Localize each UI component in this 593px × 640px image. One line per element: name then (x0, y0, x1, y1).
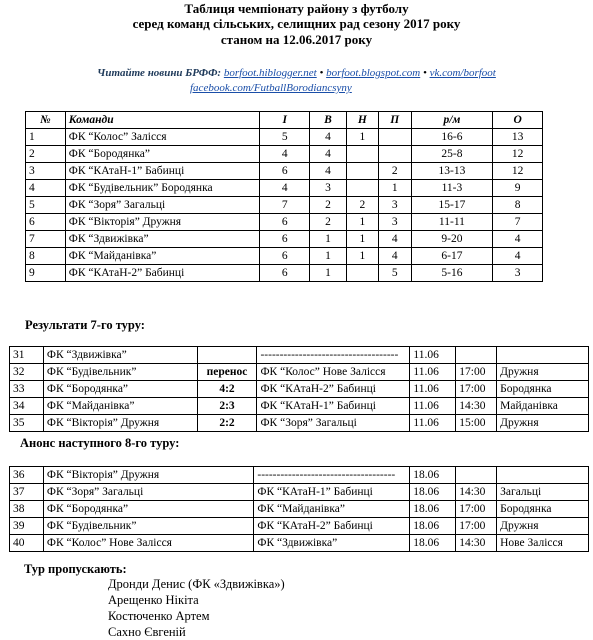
standings-cell: 3 (310, 180, 347, 197)
page-title-line-1: Таблиця чемпіонату району з футболу (184, 1, 409, 16)
round7-cell: 11.06 (410, 381, 456, 398)
standings-cell: 2 (26, 146, 66, 163)
standings-cell: 4 (260, 180, 310, 197)
standings-cell (346, 180, 378, 197)
round8-cell: ФК “Майданівка” (254, 501, 410, 518)
standings-row (26, 129, 543, 146)
standings-cell: 1 (310, 248, 347, 265)
round7-cell: Майданівка (497, 398, 589, 415)
standings-cell: 9 (493, 180, 543, 197)
round8-cell: 39 (10, 518, 44, 535)
standings-row (26, 248, 543, 265)
round7-cell: ФК “КАтаН-1” Бабинці (257, 398, 410, 415)
round7-cell: 11.06 (410, 347, 456, 364)
standings-cell: 1 (346, 248, 378, 265)
round8-row (10, 484, 589, 501)
round8-table (9, 466, 589, 552)
news-link-blogspot[interactable]: borfoot.blogspot.com (326, 67, 421, 79)
round8-cell: 18.06 (410, 518, 456, 535)
standings-cell: 4 (493, 231, 543, 248)
standings-cell: 16-6 (411, 129, 493, 146)
standings-cell: 2 (378, 163, 411, 180)
round8-cell: ФК “Зоря” Загальці (43, 484, 253, 501)
round8-cell: Загальці (497, 484, 589, 501)
round7-cell (497, 347, 589, 364)
standings-row (26, 197, 543, 214)
round8-row (10, 518, 589, 535)
round8-cell: ФК “Вікторія” Дружня (43, 467, 253, 484)
round8-row (10, 535, 589, 552)
round8-cell: ФК “Колос” Нове Залісся (43, 535, 253, 552)
standings-cell: 4 (493, 248, 543, 265)
round8-cell: 18.06 (410, 484, 456, 501)
standings-cell: 11-11 (411, 214, 493, 231)
standings-cell: 1 (378, 180, 411, 197)
standings-cell: 6 (26, 214, 66, 231)
round8-cell: 17:00 (456, 501, 497, 518)
news-lead: Читайте новини БРФФ: (97, 67, 222, 79)
round7-table (9, 346, 589, 432)
standings-cell: 5 (378, 265, 411, 282)
standings-cell: 6 (260, 231, 310, 248)
standings-header-cell: Н (346, 112, 378, 129)
round7-cell (197, 347, 257, 364)
standings-cell: 3 (26, 163, 66, 180)
standings-cell: 9 (26, 265, 66, 282)
standings-cell: 8 (493, 197, 543, 214)
round8-cell: 38 (10, 501, 44, 518)
standings-cell: 6 (260, 163, 310, 180)
round7-cell: 15:00 (456, 415, 497, 432)
standings-cell: 2 (310, 197, 347, 214)
standings-row (26, 214, 543, 231)
round7-cell: Дружня (497, 415, 589, 432)
standings-cell (346, 265, 378, 282)
round7-row (10, 415, 589, 432)
round8-title: Анонс наступного 8-го туру: (20, 436, 180, 450)
standings-header-row (26, 112, 543, 129)
standings-cell: 1 (310, 265, 347, 282)
round7-cell: 17:00 (456, 381, 497, 398)
round8-cell: Дружня (497, 518, 589, 535)
news-separator: • (420, 67, 430, 79)
standings-cell: 1 (346, 129, 378, 146)
round7-row (10, 364, 589, 381)
round8-cell: 18.06 (410, 501, 456, 518)
skip-player: Арещенко Нікіта (108, 593, 199, 607)
news-link-facebook[interactable]: facebook.com/FutballBorodiancsyny (190, 82, 352, 94)
skip-title: Тур пропускають: (24, 562, 127, 576)
standings-cell: ФК “КАтаН-1” Бабинці (65, 163, 260, 180)
standings-cell (378, 146, 411, 163)
round8-row (10, 501, 589, 518)
round7-cell: 2:2 (197, 415, 257, 432)
round7-cell: 11.06 (410, 364, 456, 381)
round7-cell: ФК “КАтаН-2” Бабинці (257, 381, 410, 398)
round7-cell: 11.06 (410, 398, 456, 415)
round7-row (10, 347, 589, 364)
standings-cell: 25-8 (411, 146, 493, 163)
round8-cell: 18.06 (410, 535, 456, 552)
standings-cell: 4 (260, 146, 310, 163)
skip-list (108, 576, 285, 640)
round8-cell: 17:00 (456, 518, 497, 535)
standings-cell: 3 (378, 197, 411, 214)
standings-cell: 4 (310, 163, 347, 180)
standings-cell: 5 (26, 197, 66, 214)
standings-cell: 3 (378, 214, 411, 231)
standings-cell: 6-17 (411, 248, 493, 265)
standings-cell: 1 (310, 231, 347, 248)
standings-cell: 13 (493, 129, 543, 146)
page-title-line-3: станом на 12.06.2017 року (220, 32, 373, 47)
page-title-line-2: серед команд сільських, селищних рад сезону 2017 року (132, 16, 461, 31)
standings-header-cell: № (26, 112, 66, 129)
standings-cell: 4 (378, 231, 411, 248)
round8-cell: ФК “Будівельник” (43, 518, 253, 535)
round7-cell: Дружня (497, 364, 589, 381)
round8-cell: ФК “КАтаН-1” Бабинці (254, 484, 410, 501)
round7-row (10, 398, 589, 415)
round8-cell: 36 (10, 467, 44, 484)
round7-cell: ФК “Будівельник” (43, 364, 197, 381)
standings-cell: 5 (260, 129, 310, 146)
standings-header-cell: О (493, 112, 543, 129)
round7-cell: 4:2 (197, 381, 257, 398)
round8-cell: Бородянка (497, 501, 589, 518)
round7-cell: ------------------------------------ (257, 347, 410, 364)
round7-title: Результати 7-го туру: (25, 318, 145, 332)
standings-cell: 4 (378, 248, 411, 265)
round8-cell: ФК “КАтаН-2” Бабинці (254, 518, 410, 535)
standings-row (26, 163, 543, 180)
standings-cell: ФК “Будівельник” Бородянка (65, 180, 260, 197)
standings-row (26, 146, 543, 163)
standings-cell: ФК “Бородянка” (65, 146, 260, 163)
standings-cell: 6 (260, 214, 310, 231)
round7-cell: ФК “Вікторія” Дружня (43, 415, 197, 432)
standings-cell: ФК “Колос” Залісся (65, 129, 260, 146)
round7-cell: 14:30 (456, 398, 497, 415)
standings-cell: 9-20 (411, 231, 493, 248)
skip-player: Сахно Євгеній (108, 625, 186, 639)
round7-cell: 2:3 (197, 398, 257, 415)
standings-cell: 1 (346, 231, 378, 248)
round7-cell: 11.06 (410, 415, 456, 432)
round7-cell: перенос (197, 364, 257, 381)
round7-row (10, 381, 589, 398)
standings-cell: 15-17 (411, 197, 493, 214)
round7-cell: 35 (10, 415, 44, 432)
standings-cell: 13-13 (411, 163, 493, 180)
round8-cell: 14:30 (456, 535, 497, 552)
standings-cell: 2 (346, 197, 378, 214)
standings-cell: 5-16 (411, 265, 493, 282)
round8-row (10, 467, 589, 484)
standings-header-cell: П (378, 112, 411, 129)
round7-cell: 31 (10, 347, 44, 364)
skip-player: Дронди Денис (ФК «Здвижівка») (108, 577, 285, 591)
round7-cell: ФК “Бородянка” (43, 381, 197, 398)
standings-cell (346, 163, 378, 180)
standings-header-cell: Команди (65, 112, 260, 129)
round8-cell: 40 (10, 535, 44, 552)
round8-cell: ------------------------------------ (254, 467, 410, 484)
standings-header-cell: В (310, 112, 347, 129)
standings-cell: 6 (260, 248, 310, 265)
round8-cell: 37 (10, 484, 44, 501)
standings-cell: 7 (260, 197, 310, 214)
standings-cell: 1 (26, 129, 66, 146)
news-link-hiblogger[interactable]: borfoot.hiblogger.net (223, 67, 317, 79)
round8-cell (456, 467, 497, 484)
standings-cell: 4 (26, 180, 66, 197)
standings-cell: 12 (493, 163, 543, 180)
round8-cell: 14:30 (456, 484, 497, 501)
round7-cell: ФК “Зоря” Загальці (257, 415, 410, 432)
round8-cell: ФК “Здвижівка” (254, 535, 410, 552)
standings-cell: 11-3 (411, 180, 493, 197)
standings-cell: 12 (493, 146, 543, 163)
round7-cell: 33 (10, 381, 44, 398)
round8-cell (497, 467, 589, 484)
standings-cell (378, 129, 411, 146)
standings-cell: 6 (260, 265, 310, 282)
standings-cell: ФК “Майданівка” (65, 248, 260, 265)
standings-cell: 2 (310, 214, 347, 231)
standings-cell: ФК “Здвижівка” (65, 231, 260, 248)
round8-cell: ФК “Бородянка” (43, 501, 253, 518)
round7-cell: Бородянка (497, 381, 589, 398)
round8-cell: 18.06 (410, 467, 456, 484)
round7-cell (456, 347, 497, 364)
standings-header-cell: р/м (411, 112, 493, 129)
standings-cell: 1 (346, 214, 378, 231)
round7-cell: ФК “Майданівка” (43, 398, 197, 415)
standings-cell: ФК “Вікторія” Дружня (65, 214, 260, 231)
standings-row (26, 180, 543, 197)
standings-cell: ФК “КАтаН-2” Бабинці (65, 265, 260, 282)
standings-cell: 7 (26, 231, 66, 248)
news-link-vk[interactable]: vk.com/borfoot (429, 67, 496, 79)
round7-cell: 34 (10, 398, 44, 415)
standings-cell: 8 (26, 248, 66, 265)
news-separator: • (316, 67, 327, 79)
standings-header-cell: І (260, 112, 310, 129)
standings-cell: 4 (310, 129, 347, 146)
round7-cell: 17:00 (456, 364, 497, 381)
skip-player: Костюченко Артем (108, 609, 210, 623)
round8-cell: Нове Залісся (497, 535, 589, 552)
news-line (0, 66, 593, 81)
standings-row (26, 231, 543, 248)
standings-cell: 3 (493, 265, 543, 282)
round7-cell: ФК “Здвижівка” (43, 347, 197, 364)
round7-cell: 32 (10, 364, 44, 381)
standings-row (26, 265, 543, 282)
standings-table (25, 111, 543, 282)
standings-cell: 7 (493, 214, 543, 231)
standings-cell (346, 146, 378, 163)
standings-cell: 4 (310, 146, 347, 163)
round7-cell: ФК “Колос” Нове Залісся (257, 364, 410, 381)
standings-cell: ФК “Зоря” Загальці (65, 197, 260, 214)
